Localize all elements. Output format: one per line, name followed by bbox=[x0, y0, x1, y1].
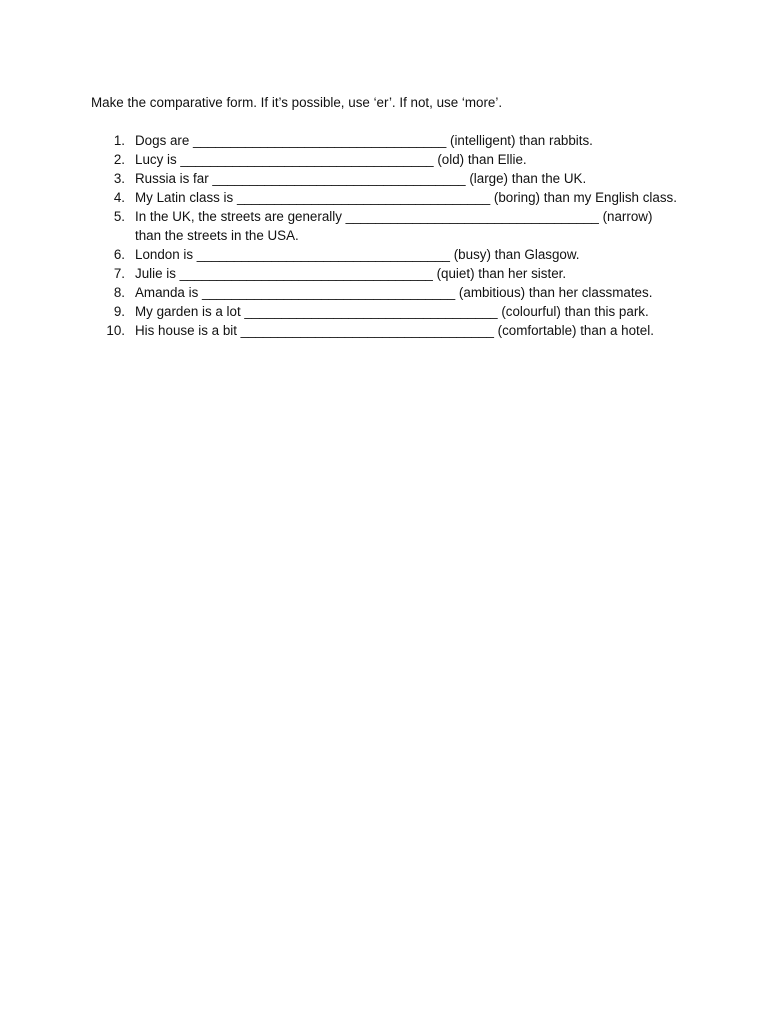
item-number: 7. bbox=[113, 266, 125, 281]
list-item bbox=[91, 131, 691, 150]
item-text: Julie is __________________________________ (quiet) than her sister. bbox=[135, 266, 567, 281]
item-number: 3. bbox=[113, 171, 125, 186]
list-item bbox=[91, 207, 691, 245]
instruction-text: Make the comparative form. If it’s possible, use ‘er’. If not, use ‘more’. bbox=[91, 95, 503, 110]
item-number: 5. bbox=[113, 209, 125, 224]
item-number: 4. bbox=[113, 190, 125, 205]
item-number: 6. bbox=[113, 247, 125, 262]
item-continuation: than the streets in the USA. bbox=[135, 228, 299, 243]
list-item bbox=[91, 169, 691, 188]
item-text: His house is a bit __________________________________ (comfortable) than a hotel. bbox=[135, 323, 654, 338]
item-number: 2. bbox=[113, 152, 125, 167]
item-text: My garden is a lot __________________________________ (colourful) than this park. bbox=[135, 304, 649, 319]
list-item bbox=[91, 245, 691, 264]
list-item bbox=[91, 302, 691, 321]
item-text: In the UK, the streets are generally __________________________________ (narrow) bbox=[135, 209, 653, 224]
item-text: My Latin class is __________________________________ (boring) than my English class. bbox=[135, 190, 677, 205]
item-text: Dogs are __________________________________ (intelligent) than rabbits. bbox=[135, 133, 593, 148]
item-text: Lucy is __________________________________ (old) than Ellie. bbox=[135, 152, 527, 167]
list-item bbox=[91, 283, 691, 302]
list-item bbox=[91, 188, 691, 207]
item-number: 8. bbox=[113, 285, 125, 300]
item-number: 10. bbox=[106, 323, 125, 338]
item-number: 1. bbox=[113, 133, 125, 148]
item-text: Russia is far __________________________________ (large) than the UK. bbox=[135, 171, 587, 186]
list-item bbox=[91, 150, 691, 169]
item-number: 9. bbox=[113, 304, 125, 319]
item-text: London is __________________________________ (busy) than Glasgow. bbox=[135, 247, 580, 262]
item-text: Amanda is __________________________________ (ambitious) than her classmates. bbox=[135, 285, 653, 300]
list-item bbox=[91, 321, 691, 340]
list-item bbox=[91, 264, 691, 283]
exercise-list bbox=[91, 131, 691, 340]
